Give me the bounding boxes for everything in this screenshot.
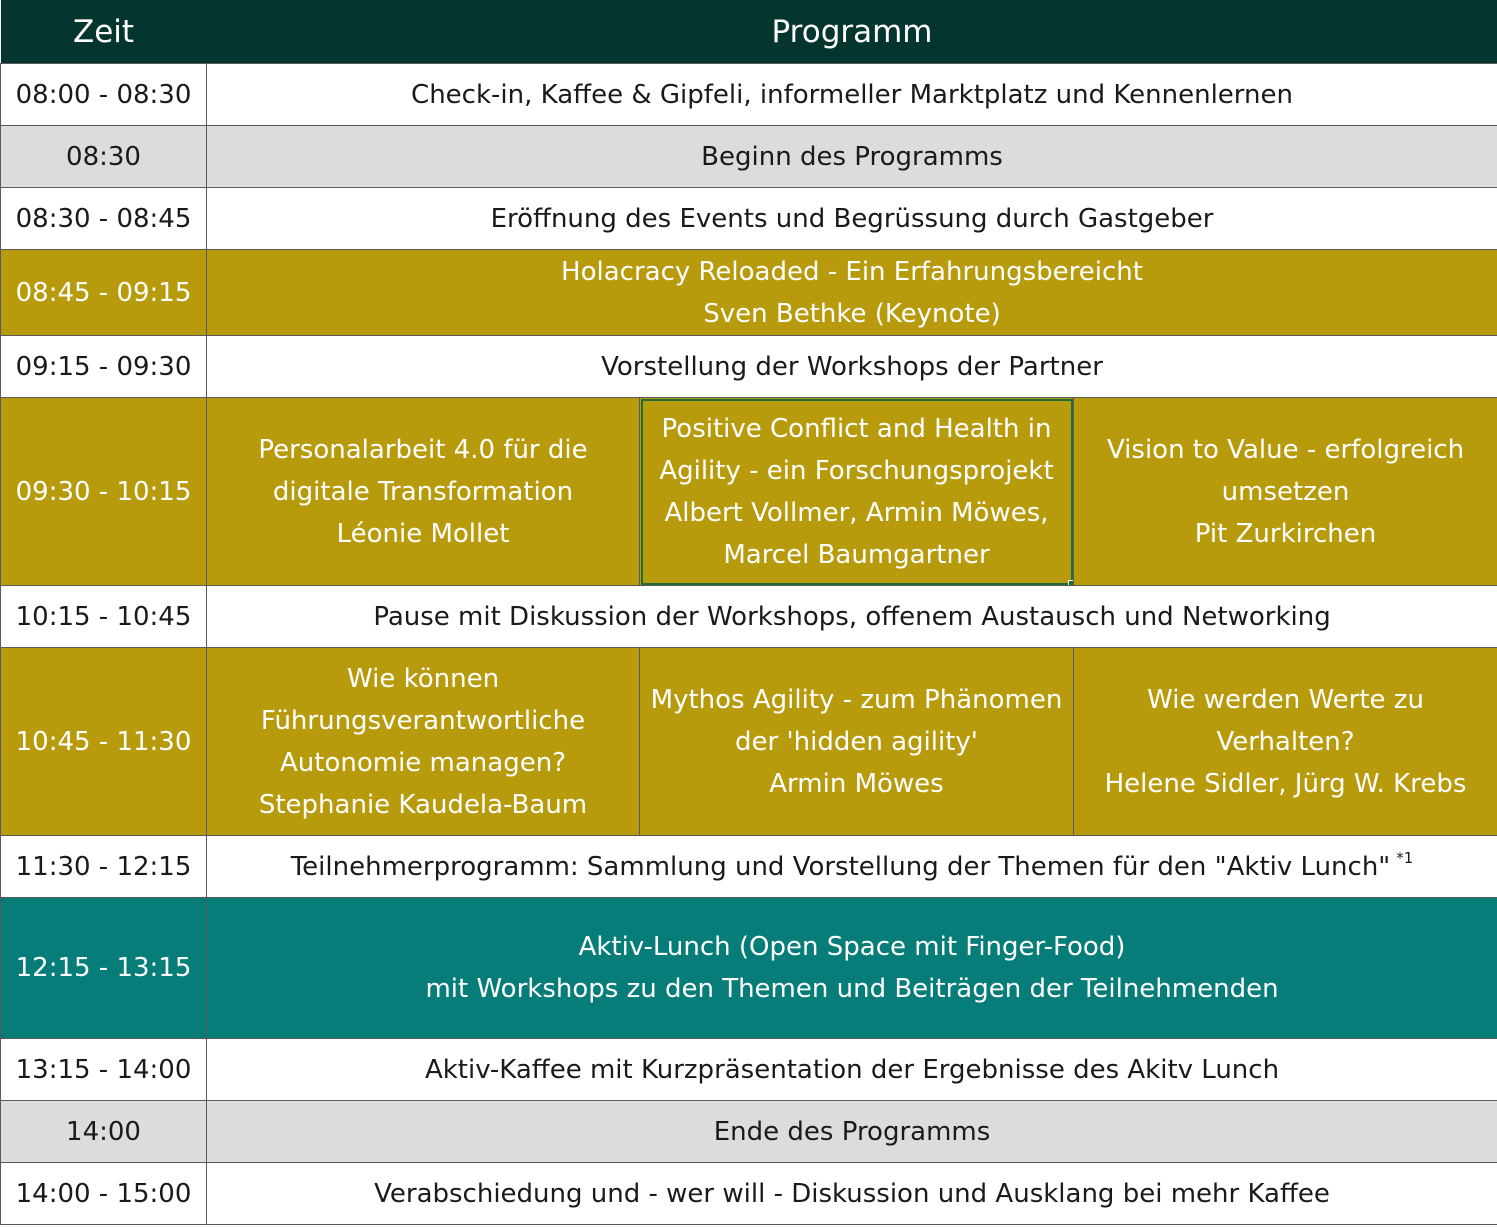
- lunch-cell[interactable]: [207, 898, 1497, 1039]
- workshop-cell[interactable]: [1074, 398, 1497, 586]
- workshop-title-line: Mythos Agility - zum Phänomen: [650, 684, 1063, 715]
- table-row: [1, 1039, 1497, 1101]
- workshop-title-line: umsetzen: [1221, 476, 1350, 507]
- table-row: [1, 126, 1497, 188]
- workshop-cell[interactable]: [1074, 648, 1497, 836]
- workshop-title-line: Wie können: [346, 663, 500, 694]
- workshop-speaker: Helene Sidler, Jürg W. Krebs: [1104, 768, 1467, 799]
- workshop-title-line: Verhalten?: [1216, 726, 1355, 757]
- time-cell[interactable]: 08:45 - 09:15: [1, 250, 207, 336]
- table-row: [1, 836, 1497, 898]
- workshop-title-line: Vision to Value - erfolgreich: [1106, 434, 1465, 465]
- workshop-title-line: der 'hidden agility': [735, 726, 978, 757]
- workshop-title-line: Agility - ein Forschungsprojekt: [659, 455, 1054, 486]
- lunch-title: Aktiv-Lunch (Open Space mit Finger-Food): [578, 932, 1126, 962]
- keynote-cell[interactable]: [207, 250, 1497, 336]
- header-program[interactable]: Programm: [207, 0, 1497, 64]
- time-cell[interactable]: 14:00 - 15:00: [1, 1163, 207, 1225]
- time-cell[interactable]: 08:30 - 08:45: [1, 188, 207, 250]
- time-cell[interactable]: 09:30 - 10:15: [1, 398, 207, 586]
- program-cell[interactable]: Ende des Programms: [207, 1101, 1497, 1163]
- table-row: [1, 1163, 1497, 1225]
- header-row: [1, 0, 1497, 64]
- workshop-speaker: Pit Zurkirchen: [1194, 518, 1377, 549]
- fill-handle[interactable]: [1068, 580, 1074, 586]
- footnote-marker: *1: [1396, 848, 1414, 867]
- program-text: Teilnehmerprogramm: Sammlung und Vorstellung der Themen für den "Aktiv Lunch": [290, 851, 1391, 882]
- table-row: [1, 648, 1497, 836]
- lunch-subtitle: mit Workshops zu den Themen und Beiträgen der Teilnehmenden: [425, 974, 1279, 1004]
- workshop-speaker: Léonie Mollet: [336, 518, 510, 549]
- table-row: [1, 586, 1497, 648]
- table-row: [1, 1101, 1497, 1163]
- table-row: [1, 64, 1497, 126]
- time-cell[interactable]: 14:00: [1, 1101, 207, 1163]
- program-cell[interactable]: Beginn des Programms: [207, 126, 1497, 188]
- workshop-cell[interactable]: [207, 398, 640, 586]
- workshop-title-line: Autonomie managen?: [279, 747, 566, 778]
- program-cell[interactable]: Verabschiedung und - wer will - Diskussion und Ausklang bei mehr Kaffee: [207, 1163, 1497, 1225]
- time-cell[interactable]: 11:30 - 12:15: [1, 836, 207, 898]
- time-cell[interactable]: 08:00 - 08:30: [1, 64, 207, 126]
- workshop-title-line: Führungsverantwortliche: [260, 705, 586, 736]
- time-cell[interactable]: 09:15 - 09:30: [1, 336, 207, 398]
- program-cell[interactable]: Pause mit Diskussion der Workshops, offenem Austausch und Networking: [207, 586, 1497, 648]
- time-cell[interactable]: 08:30: [1, 126, 207, 188]
- workshop-speaker: Stephanie Kaudela-Baum: [258, 789, 588, 820]
- table-row: [1, 398, 1497, 586]
- time-cell[interactable]: 12:15 - 13:15: [1, 898, 207, 1039]
- workshop-title-line: digitale Transformation: [272, 476, 574, 507]
- program-cell[interactable]: Aktiv-Kaffee mit Kurzpräsentation der Ergebnisse des Akitv Lunch: [207, 1039, 1497, 1101]
- time-cell[interactable]: 13:15 - 14:00: [1, 1039, 207, 1101]
- workshop-title-line: Positive Conflict and Health in: [661, 413, 1052, 444]
- time-cell[interactable]: 10:15 - 10:45: [1, 586, 207, 648]
- time-cell[interactable]: 10:45 - 11:30: [1, 648, 207, 836]
- workshop-speaker: Marcel Baumgartner: [723, 539, 990, 570]
- table-row: [1, 336, 1497, 398]
- table-row: [1, 250, 1497, 336]
- workshop-speaker: Albert Vollmer, Armin Möwes,: [664, 497, 1049, 528]
- program-cell[interactable]: Check-in, Kaffee & Gipfeli, informeller Marktplatz und Kennenlernen: [207, 64, 1497, 126]
- keynote-title: Holacracy Reloaded - Ein Erfahrungsbereicht: [561, 256, 1143, 287]
- table-row: [1, 188, 1497, 250]
- table-row: [1, 898, 1497, 1039]
- workshop-cell[interactable]: [207, 648, 640, 836]
- keynote-speaker: Sven Bethke (Keynote): [703, 298, 1001, 329]
- workshop-title-line: Personalarbeit 4.0 für die: [258, 434, 588, 465]
- program-cell[interactable]: Vorstellung der Workshops der Partner: [207, 336, 1497, 398]
- workshop-cell-selected[interactable]: [640, 398, 1074, 586]
- program-cell[interactable]: Eröffnung des Events und Begrüssung durch Gastgeber: [207, 188, 1497, 250]
- workshop-cell[interactable]: [640, 648, 1074, 836]
- header-time[interactable]: Zeit: [1, 0, 207, 64]
- program-cell[interactable]: [207, 836, 1497, 898]
- workshop-speaker: Armin Möwes: [769, 768, 944, 799]
- workshop-title-line: Wie werden Werte zu: [1147, 684, 1424, 715]
